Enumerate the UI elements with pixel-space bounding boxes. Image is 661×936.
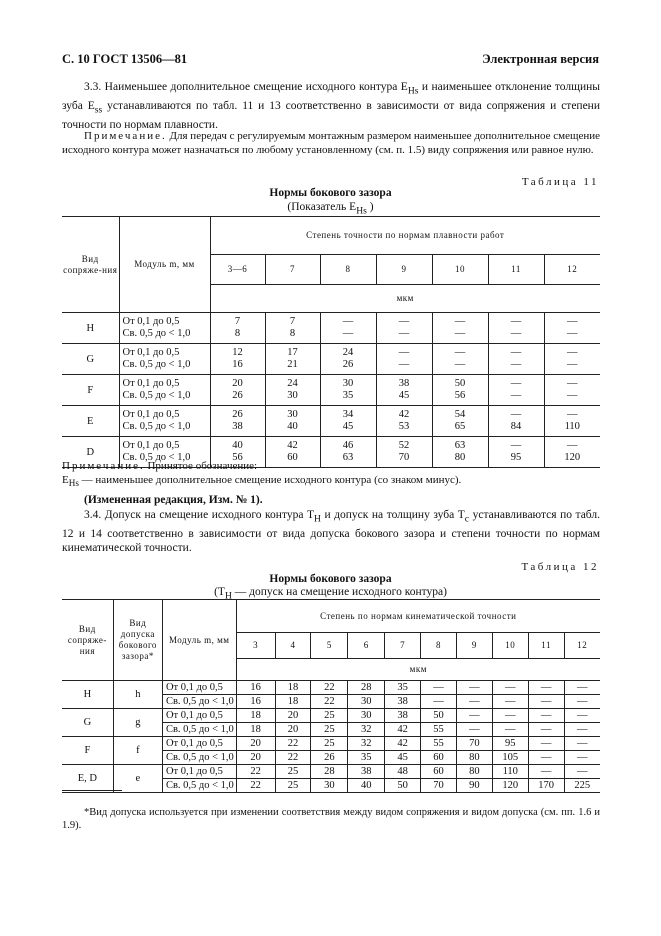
table-12-value-cell: 35	[385, 681, 421, 695]
table-11-value-cell	[544, 344, 600, 375]
table-11-value-cell	[265, 313, 320, 344]
modul-range: От 0,1 до 0,5	[122, 347, 180, 358]
table-11-modul-cell	[119, 406, 210, 437]
value: 120	[564, 452, 581, 463]
table-12-value-cell: —	[528, 695, 564, 709]
value: 60	[287, 452, 298, 463]
note-2	[62, 460, 257, 474]
value: 35	[342, 390, 354, 401]
table-12-modul-cell: Св. 0,5 до < 1,0	[162, 723, 236, 737]
modul-range: От 0,1 до 0,5	[122, 316, 180, 327]
table-11-value-cell	[544, 437, 600, 468]
table-12-value-cell: 16	[236, 695, 275, 709]
value: —	[454, 359, 466, 370]
table-12-value-cell: —	[528, 765, 564, 779]
table-11-value-cell	[376, 437, 432, 468]
table-12-caption: Таблица 12	[521, 561, 599, 573]
table-11-head-degree: Степень точности по нормам плавности работ	[210, 217, 600, 255]
table-12-degree-header: 6	[348, 633, 385, 659]
modul-range: От 0,1 до 0,5	[122, 409, 180, 420]
table-11-value-cell	[265, 375, 320, 406]
table-11-value-cell	[210, 313, 265, 344]
page-header-right: Электронная версия	[482, 52, 599, 66]
value: 53	[398, 421, 410, 432]
table-12-value-cell: —	[492, 709, 528, 723]
table-12-value-cell: 42	[385, 737, 421, 751]
table-11-value-cell	[488, 313, 544, 344]
value: 54	[454, 409, 466, 420]
table-12-value-cell: —	[528, 723, 564, 737]
value: —	[454, 347, 466, 358]
value: 26	[342, 359, 354, 370]
value: —	[567, 347, 578, 358]
table-12-degree-header: 10	[492, 633, 528, 659]
value: —	[510, 440, 522, 451]
table-12-degree-header: 7	[385, 633, 421, 659]
value: —	[342, 328, 354, 339]
table-12-degree-header: 12	[564, 633, 600, 659]
value: 7	[234, 316, 241, 327]
value: —	[398, 328, 410, 339]
paragraph-3-4	[62, 508, 600, 556]
table-12-value-cell: 16	[236, 681, 275, 695]
table-12-value-cell: 20	[236, 737, 275, 751]
value: —	[454, 328, 466, 339]
value: 63	[454, 440, 466, 451]
modul-range: От 0,1 до 0,5	[122, 378, 180, 389]
table-12-modul-cell: От 0,1 до 0,5	[162, 681, 236, 695]
table-11-value-cell	[488, 406, 544, 437]
table-12-value-cell: 22	[311, 681, 348, 695]
table-12-value-cell: 22	[311, 695, 348, 709]
table-12-modul-cell: Св. 0,5 до < 1,0	[162, 695, 236, 709]
table-11-value-cell	[544, 375, 600, 406]
table-12-head-degree: Степень по нормам кинематической точности	[236, 600, 600, 633]
modul-range: Св. 0,5 до < 1,0	[122, 390, 191, 401]
table-12-degree-header: 3	[236, 633, 275, 659]
value: 26	[232, 390, 243, 401]
value: 38	[398, 378, 410, 389]
value: —	[398, 316, 410, 327]
table-11-degree-header: 7	[265, 255, 320, 285]
table-12-value-cell: 80	[456, 765, 492, 779]
value: 56	[232, 452, 243, 463]
modul-range: Св. 0,5 до < 1,0	[122, 452, 191, 463]
value: 40	[287, 421, 298, 432]
value: —	[510, 328, 522, 339]
table-11-value-cell	[376, 406, 432, 437]
value: —	[510, 390, 522, 401]
table-12-value-cell: 110	[492, 765, 528, 779]
table-12-value-cell: 70	[421, 779, 457, 793]
table-12-subtitle: ($T_H$ — допуск на смещение исходного контура)	[214, 586, 447, 602]
value: 63	[342, 452, 354, 463]
table-11-value-cell	[265, 344, 320, 375]
table-11-degree-header: 10	[432, 255, 488, 285]
table-12-value-cell: —	[492, 723, 528, 737]
table-11-value-cell	[265, 406, 320, 437]
table-11-value-cell	[210, 375, 265, 406]
value: —	[510, 409, 522, 420]
table-11-value-cell	[432, 344, 488, 375]
table-11-degree-header: 9	[376, 255, 432, 285]
value: —	[567, 440, 578, 451]
note-2-label: Примечание.	[62, 460, 145, 472]
table-11-value-cell	[265, 437, 320, 468]
table-12-value-cell: 30	[311, 779, 348, 793]
value: 65	[454, 421, 466, 432]
table-12-value-cell: —	[528, 709, 564, 723]
table-12-value-cell: 28	[348, 681, 385, 695]
table-11-subtitle: (Показатель $E_{Hs}$ )	[287, 201, 374, 217]
table-12-value-cell: 18	[275, 681, 311, 695]
table-11-unit: мкм	[210, 285, 600, 313]
value: 52	[398, 440, 410, 451]
table-11-value-cell	[488, 437, 544, 468]
table-12-modul-cell: От 0,1 до 0,5	[162, 709, 236, 723]
value: 24	[287, 378, 298, 389]
value: 42	[287, 440, 298, 451]
modul-range: От 0,1 до 0,5	[122, 440, 180, 451]
table-12-degree-header: 4	[275, 633, 311, 659]
table-12-value-cell: 22	[236, 779, 275, 793]
table-row	[62, 313, 600, 344]
table-12-head-modul: Модуль m, мм	[162, 600, 236, 681]
table-12-value-cell: 170	[528, 779, 564, 793]
table-12-value-cell: 55	[421, 737, 457, 751]
table-11-value-cell	[432, 406, 488, 437]
value: 34	[342, 409, 354, 420]
table-11-vid-cell: G	[62, 344, 119, 375]
table-11-value-cell	[376, 375, 432, 406]
table-11-modul-cell	[119, 344, 210, 375]
value: 38	[232, 421, 243, 432]
value: —	[510, 359, 522, 370]
value: 84	[510, 421, 522, 432]
table-11-value-cell	[488, 375, 544, 406]
table-12-value-cell: —	[421, 681, 457, 695]
table-12-value-cell: 38	[385, 695, 421, 709]
table-12-value-cell: 38	[348, 765, 385, 779]
value: —	[398, 359, 410, 370]
table-12-value-cell: —	[528, 751, 564, 765]
table-12-value-cell: 70	[456, 737, 492, 751]
table-12-value-cell: —	[564, 695, 600, 709]
table-11-value-cell	[210, 406, 265, 437]
table-12-head-vid-dop: Вид допуска бокового зазора*	[113, 600, 162, 681]
table-11-degree-header: 12	[544, 255, 600, 285]
page-header-left: С. 10 ГОСТ 13506—81	[62, 52, 188, 66]
table-12-value-cell: —	[456, 723, 492, 737]
table-12-value-cell: —	[564, 723, 600, 737]
paragraph-3-4-text: 3.4. Допуск на смещение исходного контура $T_H$ и допуск на толщину зуба $T_c$ устанавливаются по табл. 12 и 14 соответственно в зависимости от вида допуска бокового зазора и степени точности по нормам кинематической точности.	[62, 509, 600, 555]
table-12-value-cell: —	[492, 695, 528, 709]
value: 16	[232, 359, 243, 370]
table-11-modul-cell	[119, 375, 210, 406]
table-12-value-cell: 20	[275, 709, 311, 723]
table-11-title: Нормы бокового зазора	[269, 187, 392, 199]
table-12-value-cell: —	[528, 681, 564, 695]
table-12-vid-cell: H	[62, 681, 113, 709]
table-12-value-cell: —	[564, 681, 600, 695]
value: —	[342, 316, 354, 327]
table-11-value-cell	[320, 375, 376, 406]
table-12-degree-header: 8	[421, 633, 457, 659]
table-12-value-cell: 18	[236, 723, 275, 737]
table-12-value-cell: 42	[385, 723, 421, 737]
table-11-value-cell	[320, 437, 376, 468]
table-12-dop-cell: e	[113, 765, 162, 793]
table-11-value-cell	[320, 313, 376, 344]
table-12-value-cell: 20	[236, 751, 275, 765]
table-12-dop-cell: f	[113, 737, 162, 765]
table-11-head-modul: Модуль m, мм	[119, 217, 210, 313]
paragraph-3-3	[62, 80, 600, 132]
table-12-value-cell: 90	[456, 779, 492, 793]
table-11-value-cell	[320, 344, 376, 375]
value: —	[567, 328, 578, 339]
table-12-value-cell: 50	[421, 709, 457, 723]
table-12-value-cell: 20	[275, 723, 311, 737]
modul-range: Св. 0,5 до < 1,0	[122, 359, 191, 370]
value: 12	[232, 347, 243, 358]
value: 24	[342, 347, 354, 358]
table-12-value-cell: —	[564, 737, 600, 751]
table-11-value-cell	[432, 313, 488, 344]
value: 30	[342, 378, 354, 389]
value: —	[510, 347, 522, 358]
table-12-value-cell: —	[456, 695, 492, 709]
value: 40	[232, 440, 243, 451]
value: 8	[234, 328, 241, 339]
table-12-modul-cell: Св. 0,5 до < 1,0	[162, 779, 236, 793]
value: 45	[342, 421, 354, 432]
table-12-value-cell: 48	[385, 765, 421, 779]
value: 95	[510, 452, 522, 463]
table-12-value-cell: 50	[385, 779, 421, 793]
table-11-vid-cell: H	[62, 313, 119, 344]
table-12-degree-header: 9	[456, 633, 492, 659]
footnote	[62, 806, 600, 832]
note-1-label: Примечание.	[84, 130, 167, 142]
table-11-value-cell	[376, 313, 432, 344]
table-12-value-cell: 120	[492, 779, 528, 793]
table-12-value-cell: 25	[275, 765, 311, 779]
table-row	[62, 406, 600, 437]
table-row	[62, 344, 600, 375]
table-12-value-cell: 32	[348, 723, 385, 737]
table-12-value-cell: 26	[311, 751, 348, 765]
table-12-value-cell: 18	[236, 709, 275, 723]
table-11-vid-cell: E	[62, 406, 119, 437]
value: —	[510, 378, 522, 389]
value: 26	[232, 409, 243, 420]
table-row	[62, 681, 600, 695]
value: 42	[398, 409, 410, 420]
table-12-value-cell: 30	[348, 709, 385, 723]
table-12-value-cell: 60	[421, 751, 457, 765]
table-12-vid-cell: E, D	[62, 765, 113, 793]
table-11-head-vid: Вид сопряже-ния	[62, 217, 119, 313]
table-11-value-cell	[320, 406, 376, 437]
table-11-degree-header: 3—6	[210, 255, 265, 285]
value: 70	[398, 452, 410, 463]
table-12-value-cell: —	[421, 695, 457, 709]
value: 30	[287, 390, 298, 401]
table-12-vid-cell: G	[62, 709, 113, 737]
table-12-value-cell: 32	[348, 737, 385, 751]
value: —	[567, 390, 578, 401]
table-12-value-cell: 60	[421, 765, 457, 779]
value: 8	[289, 328, 296, 339]
value: 7	[289, 316, 296, 327]
paragraph-3-3-text: 3.3. Наименьшее дополнительное смещение исходного контура $E_{Hs}$ и наименьшее отклонение толщины зуба $E_{ss}$ устанавливаются по табл. 11 и 13 соответственно в зависимости от вида сопряжения и степени точности по нормам плавности.	[62, 81, 600, 131]
table-12-value-cell: —	[564, 765, 600, 779]
table-11-value-cell	[488, 344, 544, 375]
table-11-modul-cell	[119, 313, 210, 344]
table-12-vid-cell: F	[62, 737, 113, 765]
footnote-text: *Вид допуска используется при изменении соответствия между видом сопряжения и видом допуска (см. пп. 1.6 и 1.9).	[62, 807, 600, 831]
table-11-degree-header: 11	[488, 255, 544, 285]
table-12-modul-cell: От 0,1 до 0,5	[162, 737, 236, 751]
value: 45	[398, 390, 410, 401]
table-12-value-cell: —	[564, 709, 600, 723]
table-11	[62, 216, 600, 468]
table-11-caption: Таблица 11	[521, 176, 599, 188]
value: 56	[454, 390, 466, 401]
value: —	[454, 316, 466, 327]
amendment-note: (Измененная редакция, Изм. № 1).	[84, 494, 263, 506]
modul-range: Св. 0,5 до < 1,0	[122, 421, 191, 432]
value: 21	[287, 359, 298, 370]
table-12-value-cell: 80	[456, 751, 492, 765]
table-12-value-cell: 38	[385, 709, 421, 723]
table-12-value-cell: —	[492, 681, 528, 695]
table-12-value-cell: 25	[275, 779, 311, 793]
value: —	[567, 378, 578, 389]
note-1	[62, 130, 600, 157]
table-11-value-cell	[210, 344, 265, 375]
table-11-degree-header: 8	[320, 255, 376, 285]
value: 110	[564, 421, 580, 432]
table-12-value-cell: 40	[348, 779, 385, 793]
table-12-modul-cell: От 0,1 до 0,5	[162, 765, 236, 779]
table-12-value-cell: —	[564, 751, 600, 765]
value: —	[398, 347, 410, 358]
table-12-value-cell: 95	[492, 737, 528, 751]
table-12-degree-header: 11	[528, 633, 564, 659]
value: 20	[232, 378, 243, 389]
table-row	[62, 709, 600, 723]
table-12-value-cell: 28	[311, 765, 348, 779]
table-12-value-cell: 22	[275, 737, 311, 751]
table-12-value-cell: —	[528, 737, 564, 751]
table-11-value-cell	[544, 313, 600, 344]
footnote-rule	[62, 790, 122, 791]
table-12-value-cell: 25	[311, 737, 348, 751]
table-11-vid-cell: D	[62, 437, 119, 468]
table-12-value-cell: 55	[421, 723, 457, 737]
table-12-degree-header: 5	[311, 633, 348, 659]
table-12-value-cell: 25	[311, 709, 348, 723]
modul-range: Св. 0,5 до < 1,0	[122, 328, 191, 339]
table-12-value-cell: 22	[275, 751, 311, 765]
table-12-value-cell: —	[456, 681, 492, 695]
table-12-value-cell: 35	[348, 751, 385, 765]
table-row	[62, 737, 600, 751]
table-row	[62, 765, 600, 779]
table-12-value-cell: 18	[275, 695, 311, 709]
table-12	[62, 599, 600, 793]
table-11-value-cell	[432, 375, 488, 406]
note-2-text: Принятое обозначение:	[147, 460, 258, 472]
value: —	[567, 359, 578, 370]
value: 46	[342, 440, 354, 451]
table-11-value-cell	[432, 437, 488, 468]
table-12-modul-cell: Св. 0,5 до < 1,0	[162, 751, 236, 765]
table-12-value-cell: 225	[564, 779, 600, 793]
table-11-value-cell	[544, 406, 600, 437]
table-12-value-cell: 22	[236, 765, 275, 779]
value: 17	[287, 347, 298, 358]
table-11-value-cell	[376, 344, 432, 375]
value: —	[567, 316, 578, 327]
table-12-head-vid: Вид сопряже-ния	[62, 600, 113, 681]
value: 30	[287, 409, 298, 420]
table-12-value-cell: 25	[311, 723, 348, 737]
table-11-vid-cell: F	[62, 375, 119, 406]
note-2-line: $E_{Hs}$ — наименьшее дополнительное смещение исходного контура (со знаком минус).	[62, 474, 462, 489]
table-12-dop-cell: g	[113, 709, 162, 737]
value: —	[567, 409, 578, 420]
table-12-value-cell: —	[456, 709, 492, 723]
value: 80	[454, 452, 466, 463]
table-12-dop-cell: h	[113, 681, 162, 709]
value: —	[510, 316, 522, 327]
table-12-value-cell: 30	[348, 695, 385, 709]
table-12-value-cell: 105	[492, 751, 528, 765]
value: 50	[454, 378, 466, 389]
table-12-title: Нормы бокового зазора	[269, 573, 392, 585]
table-12-value-cell: 45	[385, 751, 421, 765]
table-12-unit: мкм	[236, 659, 600, 681]
note-1-text: Для передач с регулируемым монтажным размером наименьшее дополнительное смещение исходного контура может назначаться по любому установленному (см. п. 1.5) виду сопряжения или равное нулю.	[62, 130, 601, 156]
table-row	[62, 375, 600, 406]
